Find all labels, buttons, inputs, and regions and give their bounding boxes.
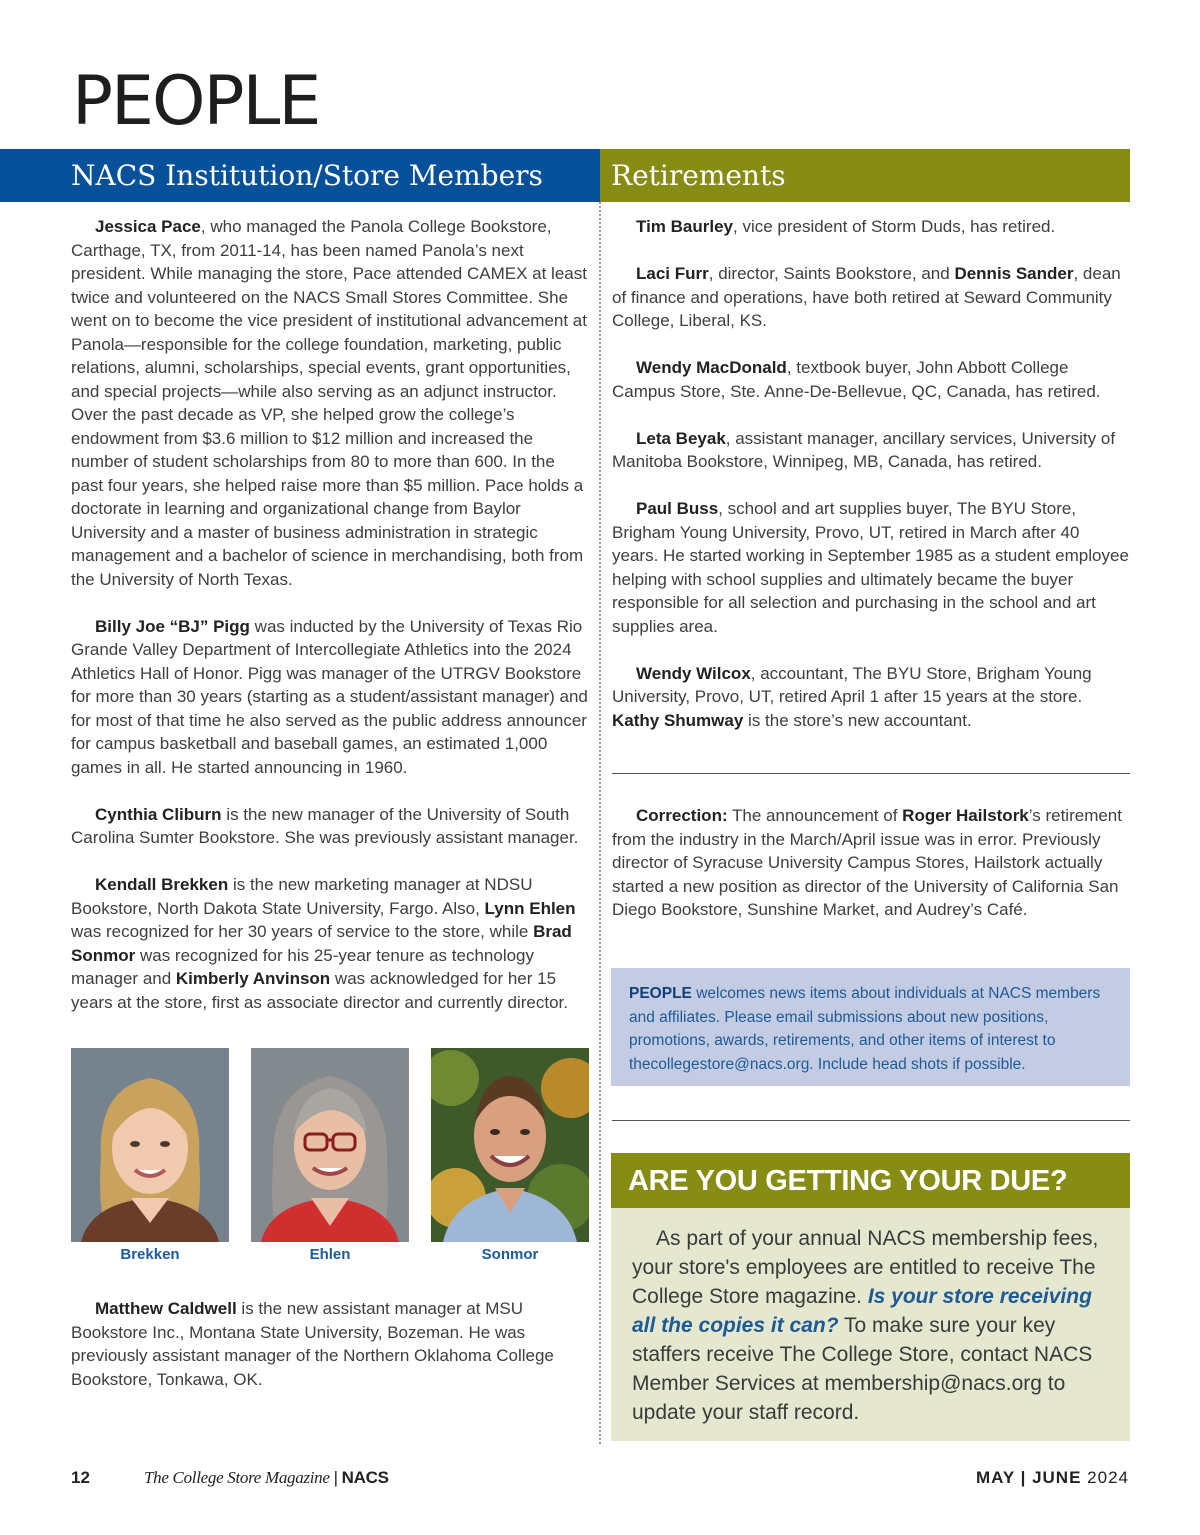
retirement-item-macdonald: Wendy MacDonald, textbook buyer, John Abbott College Campus Store, Ste. Anne-De-Bellevue, QC, Canada, has retired. xyxy=(612,358,1101,401)
submission-callout: PEOPLE welcomes news items about individuals at NACS members and affiliates. Please email submissions about new positions, promotions, awards, retirements, and other items of interest to thecollegestore@nacs.org. Include head shots if possible. xyxy=(611,968,1130,1086)
members-column xyxy=(71,215,591,1038)
retirement-item-furr: Laci Furr, director, Saints Bookstore, and Dennis Sander, dean of finance and operations, have both retired at Seward Community College, Liberal, KS. xyxy=(612,264,1121,330)
headshot-row xyxy=(71,1048,591,1266)
correction-text: Correction: The announcement of Roger Hailstork’s retirement from the industry in the March/April issue was in error. Previously director of Syracuse University Campus Stores, Hailstork actually started a new position as director of the University of California San Diego Bookstore, Sunshine Market, and Audrey’s Café. xyxy=(612,806,1122,919)
headshot-ehlen xyxy=(251,1048,409,1242)
member-item-cliburn: Cynthia Cliburn is the new manager of the University of South Carolina Sumter Bookstore. She was previously assistant manager. xyxy=(71,804,579,847)
promo-body: As part of your annual NACS membership fees, your store's employees are entitled to receive The College Store magazine. Is your store receiving all the copies it can? To make sure your key staffers receive The College Store, contact NACS Member Services at membership@nacs.org to update your staff record. xyxy=(611,1208,1130,1441)
retirement-item-buss: Paul Buss, school and art supplies buyer, The BYU Store, Brigham Young University, Provo, UT, retired in March after 40 years. He started working in September 1985 as a student employee helping with school supplies and ultimately became the buyer responsible for all selection and purchasing in the school and art supplies area. xyxy=(612,499,1129,636)
section-rule xyxy=(612,1120,1130,1121)
retirement-item-baurley: Tim Baurley, vice president of Storm Duds, has retired. xyxy=(636,217,1056,236)
member-item-brekken: Kendall Brekken is the new marketing manager at NDSU Bookstore, North Dakota State University, Fargo. Also, Lynn Ehlen was recognized for her 30 years of service to the store, while Brad Sonmor was recognized for his 25-year tenure as technology manager and Kimberly Anvinson was acknowledged for her 15 years at the store, first as associate director and currently director. xyxy=(71,875,576,1012)
caption-brekken: Brekken xyxy=(120,1246,180,1263)
caption-sonmor: Sonmor xyxy=(481,1246,539,1263)
member-item-pace: Jessica Pace, who managed the Panola College Bookstore, Carthage, TX, from 2011-14, has been named Panola’s next president. While managing the store, Pace attended CAMEX at least twice and volunteered on the NACS Small Stores Committee. She went on to become the vice president of institutional advancement at Panola—responsible for the college foundation, marketing, public relations, alumni, scholarships, special events, grant opportunities, and special projects—while also serving as an adjunct instructor. Over the past decade as VP, she helped grow the college’s endowment from $3.6 million to $12 million and increased the number of student scholarships from 80 to more than 600. In the past four years, she helped raise more than $5 million. Pace holds a doctorate in learning and organizational change from Baylor University and a master of business administration in strategic management and a bachelor of science in merchandising, both from the University of North Texas. xyxy=(71,217,587,589)
retirement-item-wilcox: Wendy Wilcox, accountant, The BYU Store, Brigham Young University, Provo, UT, retired April 1 after 15 years at the store. Kathy Shumway is the store’s new accountant. xyxy=(612,663,1092,730)
caption-ehlen: Ehlen xyxy=(309,1246,351,1263)
headshot-sonmor xyxy=(431,1048,589,1242)
promo-heading: ARE YOU GETTING YOUR DUE? xyxy=(611,1153,1130,1208)
retirements-section-header: Retirements xyxy=(600,149,1130,202)
column-divider xyxy=(599,202,601,1444)
members-section-header: NACS Institution/Store Members xyxy=(0,149,600,202)
members-column-continued xyxy=(71,1297,591,1415)
page-number: 12 xyxy=(71,1468,90,1487)
section-rule xyxy=(612,773,1130,774)
retirements-column xyxy=(612,215,1130,756)
correction-block xyxy=(612,804,1130,945)
headshot-brekken xyxy=(71,1048,229,1242)
issue-date: MAY | JUNE 2024 xyxy=(975,1468,1129,1487)
member-item-pigg: Billy Joe “BJ” Pigg was inducted by the University of Texas Rio Grande Valley Department of Intercollegiate Athletics into the 2024 Athletics Hall of Honor. Pigg was manager of the UTRGV Bookstore for more than 30 years (starting as a student/assistant manager) and for most of that time he also served as the public address announcer for campus basketball and baseball games, an estimated 1,000 games in all. He started announcing in 1960. xyxy=(71,616,588,777)
magazine-credit: The College Store Magazine | NACS xyxy=(144,1468,389,1487)
member-item-caldwell: Matthew Caldwell is the new assistant manager at MSU Bookstore Inc., Montana State University, Bozeman. He was previously assistant manager of the Northern Oklahoma College Bookstore, Tonkawa, OK. xyxy=(71,1299,554,1389)
page-title: PEOPLE xyxy=(72,62,320,141)
retirement-item-beyak: Leta Beyak, assistant manager, ancillary services, University of Manitoba Bookstore, Winnipeg, MB, Canada, has retired. xyxy=(612,428,1116,471)
